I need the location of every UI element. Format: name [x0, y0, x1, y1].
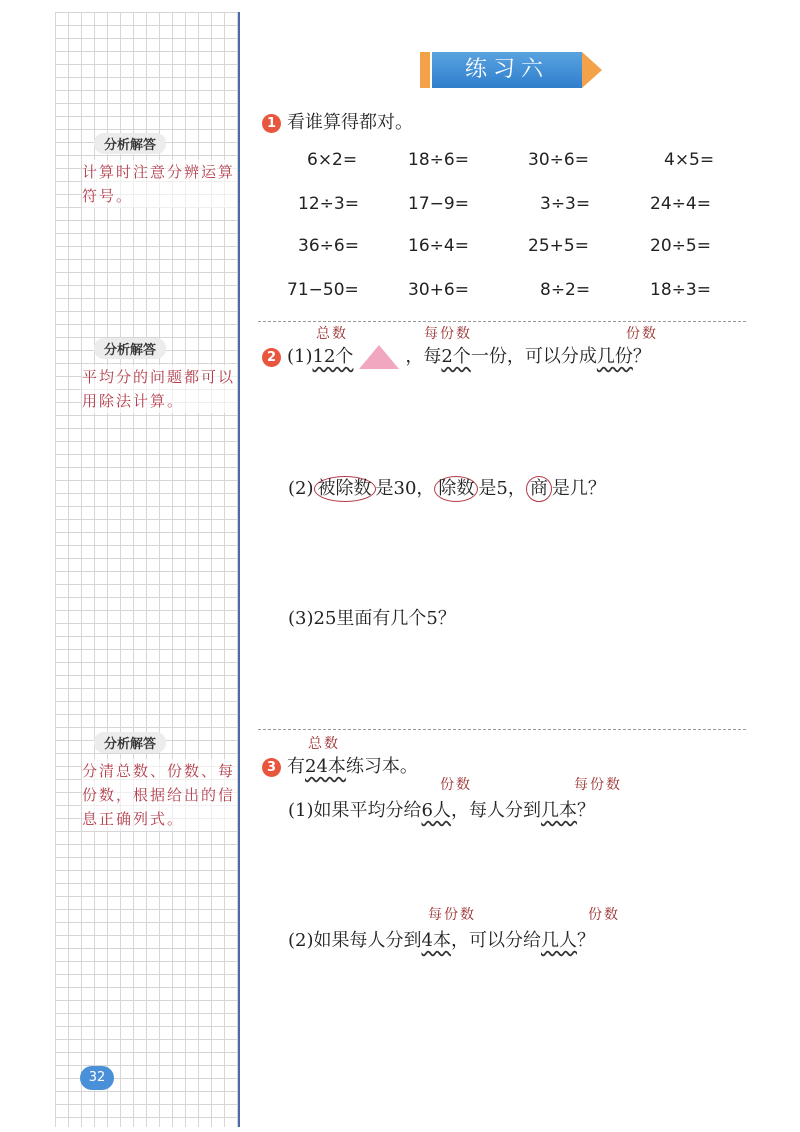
- note-badge: 分析解答: [94, 732, 166, 753]
- text-fragment: 25里面有几个5？: [313, 608, 456, 629]
- underlined-term: 2个: [441, 346, 471, 367]
- annotation-shares: 份数: [440, 777, 472, 793]
- question-3: [262, 752, 418, 778]
- circled-term: 商: [526, 476, 552, 502]
- text-fragment: 是几？: [551, 478, 606, 499]
- title-arrow-icon: [582, 52, 602, 88]
- question-number-badge: 3: [262, 758, 281, 777]
- question-number-badge: 2: [262, 348, 281, 367]
- dashed-divider: [258, 729, 746, 730]
- underlined-term: 6人: [421, 800, 451, 821]
- circled-term: 被除数: [314, 476, 376, 502]
- analysis-note-2: [82, 338, 237, 413]
- note-text: 分清总数、份数、每份数，根据给出的信息正确列式。: [82, 759, 237, 831]
- text-fragment: 如果平均分给: [313, 800, 422, 821]
- annotation-per-share: 每份数: [574, 777, 622, 793]
- calc-item: 20÷5=: [650, 236, 711, 256]
- calc-item: 12÷3=: [298, 194, 359, 214]
- part-label: (3): [288, 608, 314, 629]
- annotation-per-share: 每份数: [424, 326, 472, 342]
- text-fragment: 一份，可以分成: [470, 346, 597, 367]
- annotation-shares: 份数: [588, 907, 620, 923]
- underlined-term: 24本: [305, 756, 346, 777]
- underlined-term: 几本: [540, 800, 577, 821]
- page-number: 32: [80, 1066, 114, 1090]
- sidebar-border: [238, 12, 240, 1127]
- calc-item: 36÷6=: [298, 236, 359, 256]
- annotation-shares: 份数: [626, 326, 658, 342]
- calc-item: 30÷6=: [528, 150, 589, 170]
- calc-item: 18÷3=: [650, 280, 711, 300]
- text-fragment: ？: [576, 800, 595, 821]
- calc-item: 4×5=: [664, 150, 715, 170]
- calc-item: 18÷6=: [408, 150, 469, 170]
- calc-item: 17−9=: [408, 194, 469, 214]
- text-fragment: ，每人分到: [450, 800, 541, 821]
- circled-term: 除数: [434, 476, 478, 502]
- annotation-per-share: 每份数: [428, 907, 476, 923]
- text-fragment: ？: [632, 346, 651, 367]
- question-3-part-2: [288, 926, 595, 952]
- question-number-badge: 1: [262, 114, 281, 133]
- text-fragment: 是5，: [478, 478, 526, 499]
- question-2-part-1: [262, 342, 651, 371]
- part-label: (2): [288, 478, 314, 499]
- dashed-divider: [258, 321, 746, 322]
- note-text: 平均分的问题都可以用除法计算。: [82, 365, 237, 413]
- title-flag: [420, 52, 430, 88]
- question-2-part-3: [288, 604, 456, 630]
- calc-item: 3÷3=: [540, 194, 591, 214]
- note-text: 计算时注意分辨运算符号。: [82, 160, 237, 208]
- question-3-part-1: [288, 796, 595, 822]
- annotation-total: 总数: [316, 326, 348, 342]
- analysis-note-1: [82, 133, 237, 208]
- text-fragment: ，可以分给: [450, 930, 541, 951]
- analysis-note-3: [82, 732, 237, 831]
- calc-item: 24÷4=: [650, 194, 711, 214]
- calc-item: 30+6=: [408, 280, 469, 300]
- underlined-term: 几人: [540, 930, 577, 951]
- text-fragment: ？: [576, 930, 595, 951]
- triangle-icon: [357, 343, 401, 371]
- part-label: (1): [288, 800, 314, 821]
- calc-item: 25+5=: [528, 236, 589, 256]
- calc-item: 16÷4=: [408, 236, 469, 256]
- part-label: (2): [288, 930, 314, 951]
- underlined-term: 12个: [312, 346, 354, 367]
- text-fragment: 练习本。: [345, 756, 418, 777]
- underlined-term: 几份: [596, 346, 633, 367]
- text-fragment: 如果每人分到: [313, 930, 422, 951]
- question-prompt: 看谁算得都对。: [287, 112, 413, 133]
- calc-item: 8÷2=: [540, 280, 591, 300]
- question-1: [262, 108, 413, 134]
- text-fragment: ，每: [405, 346, 442, 367]
- note-badge: 分析解答: [94, 338, 166, 359]
- question-2-part-2: [288, 474, 606, 502]
- page-title: 练习六: [432, 52, 582, 88]
- note-badge: 分析解答: [94, 133, 166, 154]
- text-fragment: 有: [287, 756, 305, 777]
- text-fragment: 是30，: [375, 478, 435, 499]
- underlined-term: 4本: [421, 930, 451, 951]
- annotation-total: 总数: [308, 736, 340, 752]
- part-label: (1): [287, 346, 313, 367]
- calc-item: 6×2=: [307, 150, 358, 170]
- calc-item: 71−50=: [287, 280, 359, 300]
